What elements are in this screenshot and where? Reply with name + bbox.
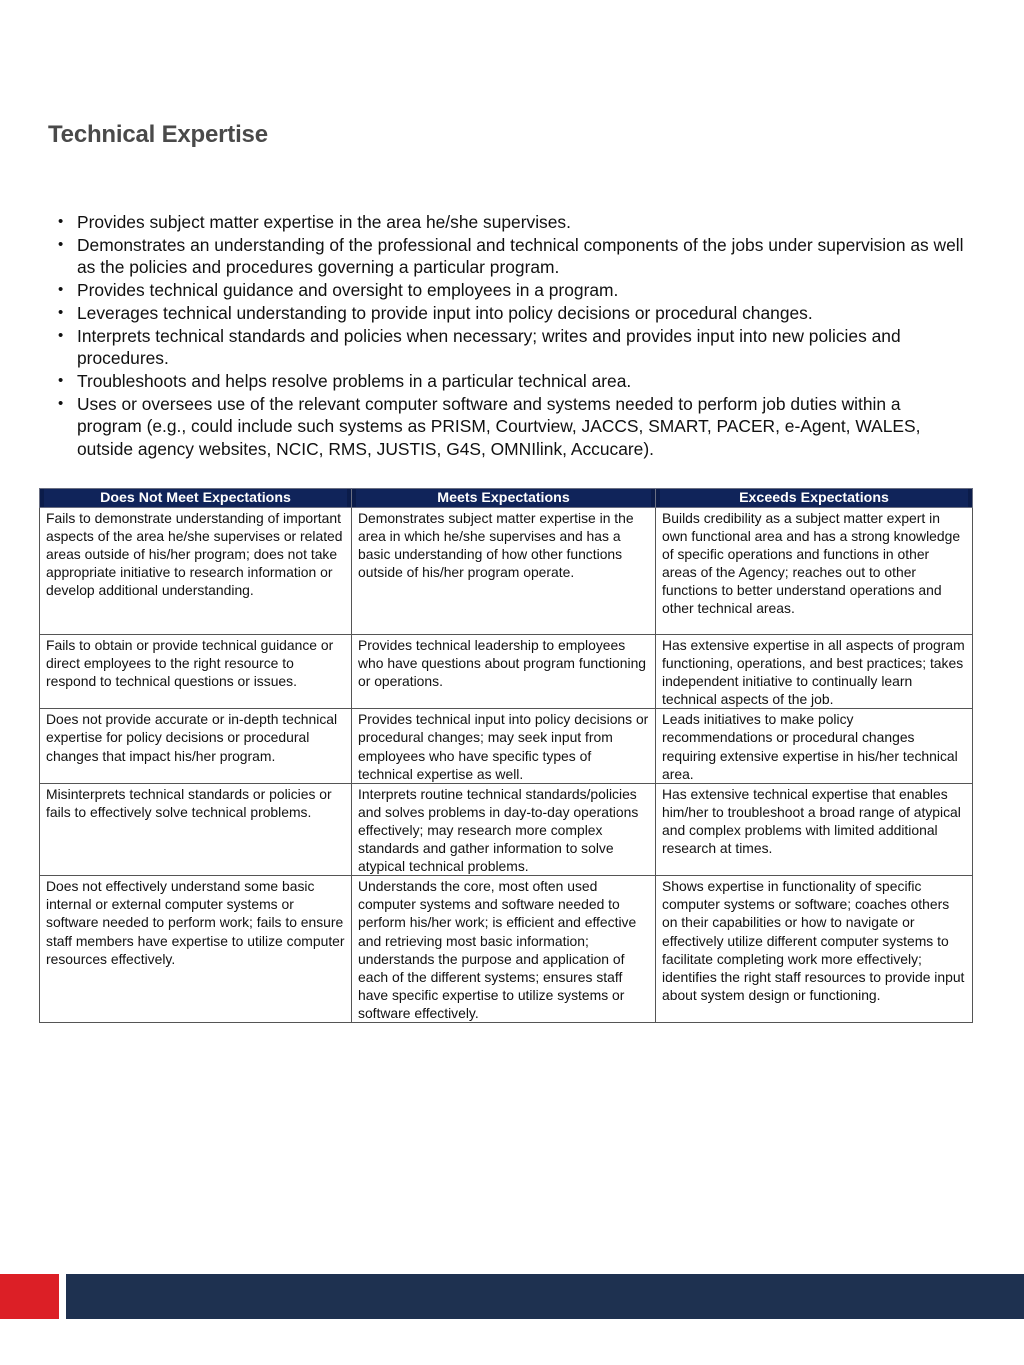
cell-does-not-meet: Does not provide accurate or in-depth technical expertise for policy decisions or procedural changes that impact his/her program. — [40, 709, 352, 783]
list-item — [56, 211, 966, 234]
table-header-row — [40, 489, 973, 508]
table-row — [40, 783, 973, 875]
bullet-icon: • — [58, 281, 64, 299]
footer-accent-block — [0, 1274, 59, 1319]
cell-meets: Provides technical input into policy decisions or procedural changes; may seek input from employees who have specific types of technical expertise as well. — [352, 709, 656, 783]
bullet-icon: • — [58, 213, 64, 230]
cell-meets: Provides technical leadership to employees who have questions about program functioning or operations. — [352, 635, 656, 709]
cell-does-not-meet: Fails to demonstrate understanding of important aspects of the area he/she supervises or related areas outside of his/her program; does not take appropriate initiative to research information or develop additional understanding. — [40, 508, 352, 635]
table-row — [40, 508, 973, 635]
cell-exceeds: Shows expertise in functionality of specific computer systems or software; coaches others on their capabilities or how to navigate or effectively utilize different computer systems to facilitate completing work more effectively; identifies the right staff resources to provide input about system design or functioning. — [656, 876, 973, 1023]
cell-exceeds: Builds credibility as a subject matter expert in own functional area and has a strong knowledge of specific operations and functions in other areas of the Agency; reaches out to other functions to better understand operations and other technical areas. — [656, 508, 973, 635]
bullet-icon: • — [58, 326, 64, 344]
list-item — [56, 370, 966, 393]
list-item-text: Leverages technical understanding to provide input into policy decisions or procedural changes. — [77, 302, 813, 323]
table-row — [40, 635, 973, 709]
cell-exceeds: Has extensive technical expertise that enables him/her to troubleshoot a broad range of atypical and complex problems with limited additional research at times. — [656, 783, 973, 875]
list-item-text: Interprets technical standards and policies when necessary; writes and provides input into new policies and procedures. — [77, 325, 901, 369]
list-item-text: Provides technical guidance and oversight to employees in a program. — [77, 280, 619, 301]
bullet-icon: • — [58, 235, 64, 253]
bullet-icon: • — [58, 371, 64, 389]
bullet-icon: • — [58, 303, 64, 321]
list-item-text: Provides subject matter expertise in the area he/she supervises. — [77, 212, 571, 232]
cell-does-not-meet: Misinterprets technical standards or policies or fails to effectively solve technical problems. — [40, 783, 352, 875]
list-item — [56, 325, 966, 370]
cell-exceeds: Leads initiatives to make policy recommendations or procedural changes requiring extensive expertise in his/her technical area. — [656, 709, 973, 783]
cell-meets: Demonstrates subject matter expertise in the area in which he/she supervises and has a basic understanding of how other functions outside of his/her program operate. — [352, 508, 656, 635]
list-item — [56, 393, 966, 461]
cell-meets: Interprets routine technical standards/policies and solves problems in day-to-day operations effectively; may research more complex standards and gather information to solve atypical technical problems. — [352, 783, 656, 875]
header-meets: Meets Expectations — [352, 489, 656, 508]
list-item — [56, 302, 966, 325]
page-title: Technical Expertise — [48, 121, 268, 148]
header-does-not-meet: Does Not Meet Expectations — [40, 489, 352, 508]
list-item — [56, 234, 966, 279]
header-exceeds: Exceeds Expectations — [656, 489, 973, 508]
cell-does-not-meet: Does not effectively understand some basic internal or external computer systems or software needed to perform work; fails to ensure staff members have expertise to utilize computer resources effectively. — [40, 876, 352, 1023]
list-item-text: Demonstrates an understanding of the professional and technical components of the jobs under supervision as well as the policies and procedures governing a particular program. — [77, 234, 964, 278]
bullet-icon: • — [58, 394, 64, 412]
footer-band — [66, 1274, 1024, 1319]
list-item-text: Troubleshoots and helps resolve problems in a particular technical area. — [77, 370, 632, 391]
table-row — [40, 876, 973, 1023]
expectations-rating-table — [39, 488, 973, 1023]
cell-meets: Understands the core, most often used computer systems and software needed to perform his/her work; is efficient and effective and retrieving most basic information; understands the purpose and application of each of the different systems; ensures staff have specific expertise to utilize systems or software effectively. — [352, 876, 656, 1023]
list-item — [56, 279, 966, 302]
table-row — [40, 709, 973, 783]
cell-does-not-meet: Fails to obtain or provide technical guidance or direct employees to the right resource to respond to technical questions or issues. — [40, 635, 352, 709]
competency-bullet-list — [56, 211, 966, 461]
cell-exceeds: Has extensive expertise in all aspects of program functioning, operations, and best practices; takes independent initiative to continually learn technical aspects of the job. — [656, 635, 973, 709]
list-item-text: Uses or oversees use of the relevant computer software and systems needed to perform job duties within a program (e.g., could include such systems as PRISM, Courtview, JACCS, SMART, PACER, e-Agent, WALES, outside agency websites, NCIC, RMS, JUSTIS, G4S, OMNIlink, Accucare). — [77, 393, 921, 460]
